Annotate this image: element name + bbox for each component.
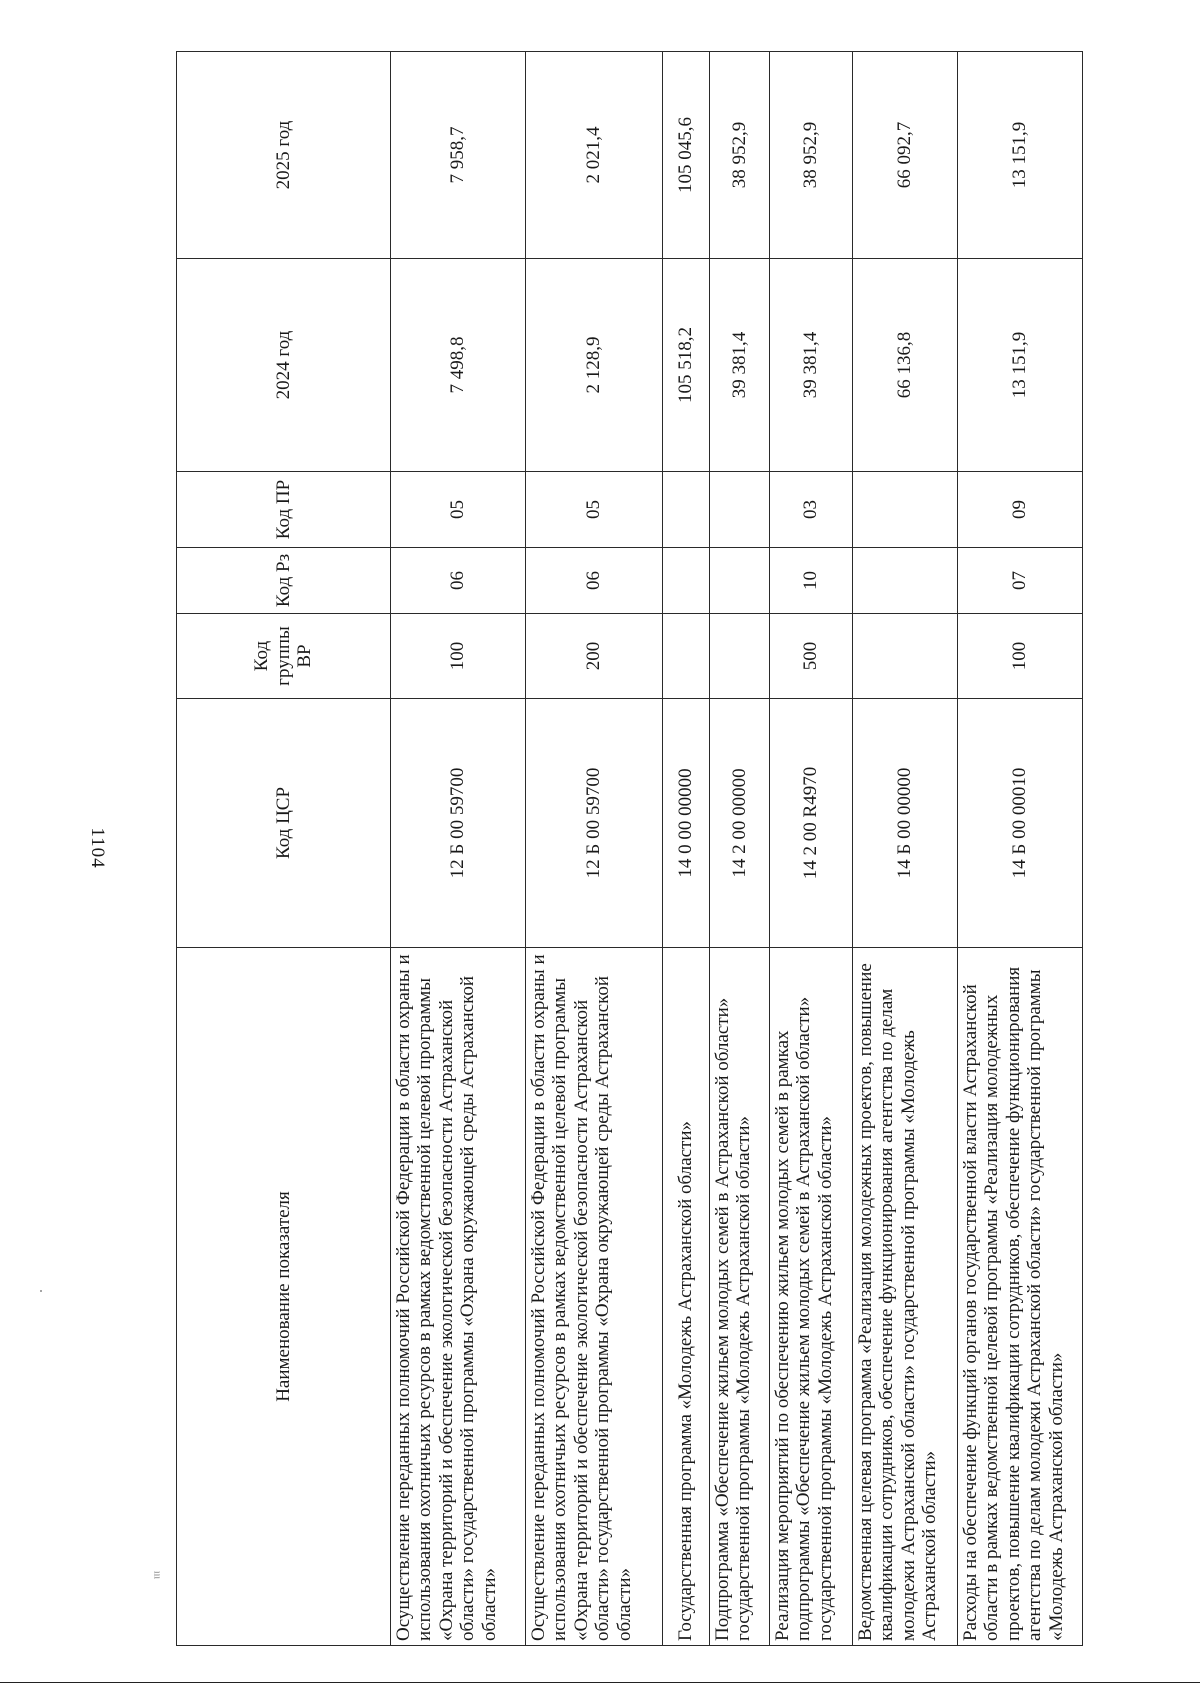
table-row [958,52,1083,1646]
table-row [663,52,710,1646]
row-2025: 105 045,6 [663,52,710,259]
table-row [391,52,526,1646]
header-vr: Код группы ВР [177,614,391,699]
row-csr: 12 Б 00 59700 [526,699,663,948]
row-vr: 100 [391,614,526,699]
row-2024: 66 136,8 [853,259,958,472]
row-name: Реализация мероприятий по обеспечению жильем молодых семей в рамках подпрограммы «Обеспечение жильем молодых семей в Астраханской области» государственной программы «Молодежь Астраханской области» [770,948,853,1646]
header-2025: 2025 год [177,52,391,259]
row-csr: 14 0 00 00000 [663,699,710,948]
row-name: Расходы на обеспечение функций органов государственной власти Астраханской области в рамках ведомственной целевой программы «Реализация молодежных проектов, повышение квалификации сотрудников, обеспечение функционирования агентства по делам молодежи Астраханской области» государственной программы «Молодежь Астраханской области» [958,948,1083,1646]
row-2024: 2 128,9 [526,259,663,472]
row-2025: 66 092,7 [853,52,958,259]
row-2024: 13 151,9 [958,259,1083,472]
row-csr: 14 Б 00 00010 [958,699,1083,948]
row-csr: 12 Б 00 59700 [391,699,526,948]
row-pr: 09 [958,472,1083,548]
row-2025: 38 952,9 [770,52,853,259]
table-row [770,52,853,1646]
row-pr [710,472,770,548]
rotated-table-wrapper [176,52,1067,1646]
scan-edge-line [0,1682,1200,1683]
header-pr: Код ПР [177,472,391,548]
header-name: Наименование показателя [177,948,391,1646]
row-2025: 7 958,7 [391,52,526,259]
row-2024: 39 381,4 [770,259,853,472]
row-2025: 2 021,4 [526,52,663,259]
row-vr: 200 [526,614,663,699]
row-2024: 7 498,8 [391,259,526,472]
row-2024: 105 518,2 [663,259,710,472]
row-name: Осуществление переданных полномочий Российской Федерации в области охраны и использования охотничьих ресурсов в рамках ведомственной целевой программы «Охрана территорий и обеспечение экологической безопасности Астраханской области» государственной программы «Охрана окружающей среды Астраханской области» [526,948,663,1646]
header-csr: Код ЦСР [177,699,391,948]
budget-table [176,51,1083,1646]
row-rz: 06 [526,548,663,614]
table-row [853,52,958,1646]
row-vr: 500 [770,614,853,699]
row-rz [853,548,958,614]
row-name: Подпрограмма «Обеспечение жильем молодых семей в Астраханской области» государственной программы «Молодежь Астраханской области» [710,948,770,1646]
scan-speck [40,1290,42,1292]
table-row [710,52,770,1646]
row-2025: 13 151,9 [958,52,1083,259]
row-2024: 39 381,4 [710,259,770,472]
row-pr: 05 [391,472,526,548]
row-vr [710,614,770,699]
row-pr: 03 [770,472,853,548]
row-csr: 14 2 00 00000 [710,699,770,948]
row-csr: 14 2 00 R4970 [770,699,853,948]
row-name: Ведомственная целевая программа «Реализация молодежных проектов, повышение квалификации сотрудников, обеспечение функционирования агентства по делам молодежи Астраханской области» государственной программы «Молодежь Астраханской области» [853,948,958,1646]
row-pr: 05 [526,472,663,548]
row-name: Осуществление переданных полномочий Российской Федерации в области охраны и использования охотничьих ресурсов в рамках ведомственной целевой программы «Охрана территорий и обеспечение экологической безопасности Астраханской области» государственной программы «Охрана окружающей среды Астраханской области» [391,948,526,1646]
row-rz: 06 [391,548,526,614]
row-pr [853,472,958,548]
header-rz: Код Рз [177,548,391,614]
header-row [177,52,391,1646]
row-name: Государственная программа «Молодежь Астраханской области» [663,948,710,1646]
row-rz: 07 [958,548,1083,614]
row-rz [710,548,770,614]
header-2024: 2024 год [177,259,391,472]
row-pr [663,472,710,548]
table-row [526,52,663,1646]
row-csr: 14 Б 00 00000 [853,699,958,948]
row-vr [663,614,710,699]
row-vr: 100 [958,614,1083,699]
row-rz [663,548,710,614]
scan-mark: ııı [151,1570,163,1580]
page-number: 1104 [87,827,108,869]
row-2025: 38 952,9 [710,52,770,259]
row-rz: 10 [770,548,853,614]
row-vr [853,614,958,699]
